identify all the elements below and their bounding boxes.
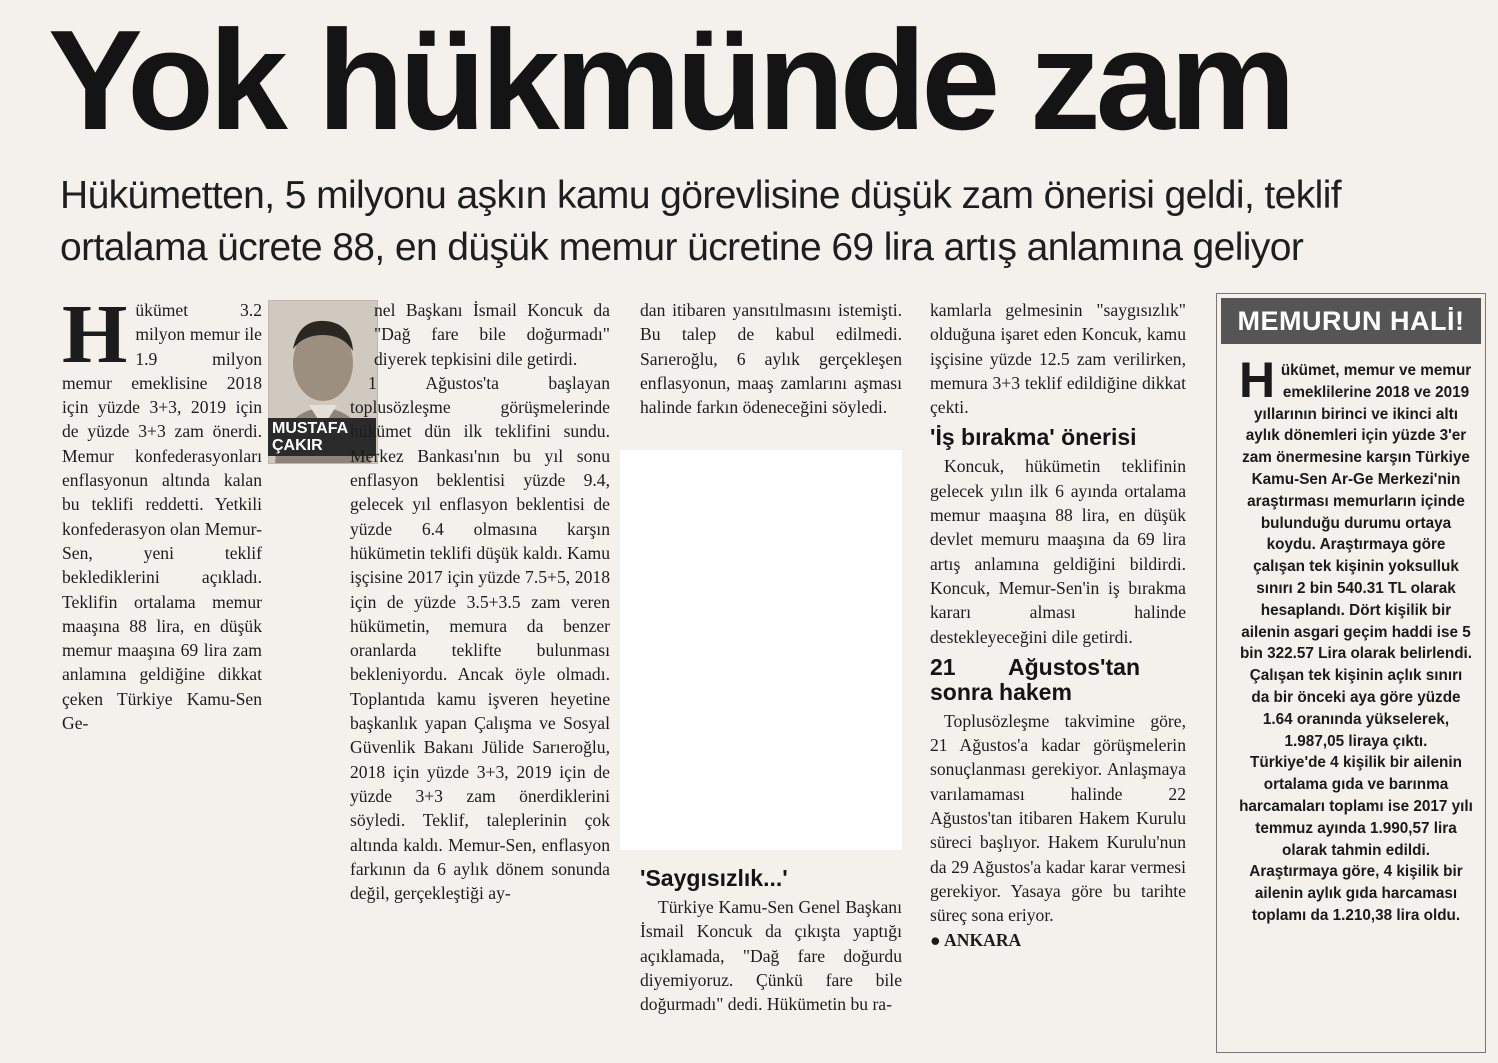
article-paragraph: nel Başkanı İsmail Koncuk da "Dağ fare bile doğurmadı" diyerek tepkisini dile getirdi. — [374, 300, 610, 369]
dateline: ● ANKARA — [930, 929, 1022, 950]
section-heading: 21 Ağustos'tan sonra hakem — [930, 653, 1140, 705]
blank-area — [620, 450, 902, 850]
section-heading: 'Saygısızlık...' — [640, 865, 788, 891]
article-paragraph: 1 Ağustos'ta başlayan toplusözleşme görüşmelerinde hükümet dün ilk teklifini sundu. Merkez Bankası'nın bu yıl sonu enflasyon beklentisi yüzde 9.4, gelecek yıl enflasyon beklentisi de yüzde 6.4 olmasına karşın hükümetin teklifi düşük kaldı. Kamu işçisine 2017 için yüzde 7.5+5, 2018 için de yüzde 3.5+3.5 zam veren hükümetin, memura da benzer oranlarda teklifte bulunması bekleniyordu. Ancak öyle olmadı. Toplantıda kamu işveren heyetine başkanlık yapan Çalışma ve Sosyal Güvenlik Bakanı Jülide Sarıeroğlu, 2018 için yüzde 3+3, 2019 için de yüzde 3+3 zam önerdiklerini söyledi. Teklif, taleplerinin çok altında kaldı. Memur-Sen, enflasyon farkının da 6 aylık dönem sonunda değil, gerçekleştiği ay- — [350, 372, 610, 904]
sidebar-paragraph — [1239, 352, 1473, 752]
author-name-caption: MUSTAFA ÇAKIR — [268, 418, 376, 456]
article-paragraph: dan itibaren yansıtılmasını istemişti. Bu talep de kabul edilmedi. Sarıeroğlu, 6 aylık gerçekleşen enflasyonun, maaş zamlarını aşması halinde farkın ödeneceğini söyledi. — [640, 300, 902, 418]
article-column-3 — [640, 298, 902, 419]
article-paragraph: kamlarla gelmesinin "saygısızlık" olduğuna işaret eden Koncuk, kamu işçisine yüzde 12.5 zam verilirken, memura 3+3 teklif edildiğine dikkat çekti. — [930, 300, 1186, 418]
article-paragraph: Türkiye Kamu-Sen Genel Başkanı İsmail Koncuk da çıkışta yaptığı açıklamada, "Dağ fare doğurdu diyemiyoruz. Çünkü fare bile doğurmadı" dedi. Hükümetin bu ra- — [640, 897, 902, 1015]
subheadline: Hükümetten, 5 milyonu aşkın kamu görevlisine düşük zam önerisi geldi, teklif ortalama ücrete 88, en düşük memur ücretine 69 lira artış anlamına geliyor — [60, 174, 1342, 269]
sidebar-box — [1216, 293, 1486, 1053]
sidebar-body — [1217, 348, 1485, 927]
article-paragraph — [62, 288, 262, 735]
sidebar-paragraph: Türkiye'de 4 kişilik bir ailenin ortalama gıda ve barınma harcamaları toplamı ise 2017 yılı temmuz ayında 1.990,57 lira olarak tahmin edildi. Araştırmaya göre, 4 kişilik bir ailenin aylık gıda harcaması toplamı da 1.210,38 lira oldu. — [1239, 754, 1473, 924]
section-heading: 'İş bırakma' önerisi — [930, 424, 1137, 451]
sidebar-title: MEMURUN HALİ! — [1221, 298, 1481, 344]
article-text: ükümet 3.2 milyon memur ile 1.9 milyon memur emeklisine 2018 için yüzde 3+3, 2019 için de yüzde 3+3 zam önerdi. Memur konfederasyonları enflasyonun altında kalan bu teklifi reddetti. Yetkili konfederasyon olan Memur-Sen, yeni teklif beklediklerini açıkladı. Teklifin ortalama memur maaşına 88 lira, en düşük memur maaşına 69 lira zam anlamına geldiğine dikkat çeken Türkiye Kamu-Sen Ge- — [62, 300, 262, 734]
sidebar-text: ükümet, memur ve memur emeklilerine 2018 ve 2019 yıllarının birinci ve ikinci altı aylık dönemleri için yüzde 3'er zam önermesine karşın Türkiye Kamu-Sen Ar-Ge Merkezi'nin araştırması memurların içinde bulunduğu durumu ortaya koydu. Araştırmaya göre çalışan tek kişinin yoksulluk sınırı 2 bin 540.31 TL olarak hesaplandı. Dört kişilik bir ailenin asgari geçim haddi ise 5 bin 322.57 Lira olarak belirlendi. Çalışan tek kişinin açlık sınırı da bir önceki aya göre yüzde 1.64 oranında yükselerek, 1.987,05 liraya çıktı. — [1239, 362, 1473, 750]
sidebar-drop-cap: H — [1239, 352, 1276, 408]
article-paragraph: Toplusözleşme takvimine göre, 21 Ağustos'a kadar görüşmelerin sonuçlanması gerekiyor. Anlaşmaya varılamaması halinde 22 Ağustos'tan itibaren Hakem Kurulu süreci başlıyor. Hakem Kurulu'nun da 29 Ağustos'a kadar karar vermesi gerekiyor. Yasaya göre bu tarihte süreç sona eriyor. — [930, 710, 1186, 926]
article-column-3-lower — [640, 860, 902, 1016]
headline: Yok hükmünde zam — [48, 1, 1291, 160]
article-column-4 — [930, 298, 1186, 952]
article-paragraph: Koncuk, hükümetin teklifinin gelecek yılın ilk 6 ayında ortalama memur maaşına 88 lira, en düşük devlet memuru maaşına da 69 lira artış anlamına geldiğini bildirdi. Koncuk, Memur-Sen'in iş bırakma kararı alması halinde destekleyeceğini dile getirdi. — [930, 456, 1186, 647]
article-column-1 — [62, 288, 262, 735]
article-column-2 — [350, 298, 610, 905]
drop-cap: H — [62, 288, 128, 381]
